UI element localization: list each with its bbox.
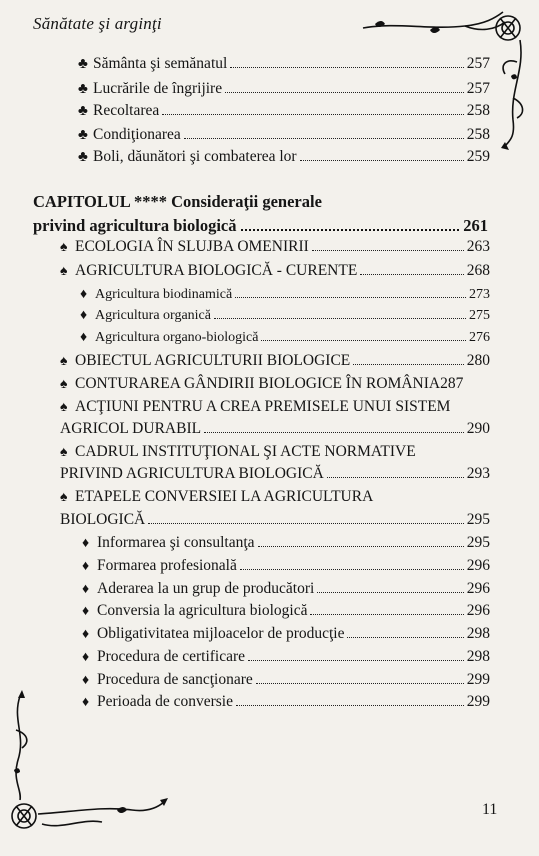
running-header-title: Sănătate şi arginţi xyxy=(33,14,162,33)
toc-subsection: ♦ Conversia la agricultura biologică 296 xyxy=(82,602,490,619)
dot-leader xyxy=(204,432,464,433)
diamond-bullet-icon: ♦ xyxy=(82,650,90,665)
toc-subsection: ♦ Agricultura biodinamică 273 xyxy=(80,287,490,302)
diamond-bullet-icon: ♦ xyxy=(82,627,90,642)
toc-section: ♠ OBIECTUL AGRICULTURII BIOLOGICE 280 xyxy=(60,352,490,369)
dot-leader xyxy=(240,569,464,570)
toc-entry: ♣ Lucrările de îngrijire 257 xyxy=(78,80,490,97)
toc-section-line1: ♠ CADRUL INSTITUŢIONAL ŞI ACTE NORMATIVE xyxy=(60,443,416,460)
club-bullet-icon: ♣ xyxy=(78,103,88,119)
spade-bullet-icon: ♠ xyxy=(60,445,68,460)
page-number: 258 xyxy=(466,126,490,143)
chapter-page-number: 261 xyxy=(463,216,488,235)
chapter-heading: CAPITOLUL **** Consideraţii generale xyxy=(33,192,322,211)
diamond-bullet-icon: ♦ xyxy=(82,673,90,688)
toc-subsection: ♦ Procedura de certificare 298 xyxy=(82,648,490,665)
dot-leader xyxy=(258,546,464,547)
dot-leader xyxy=(214,318,466,319)
dot-leader xyxy=(300,160,464,161)
toc-entry: ♣ Sământa şi semănatul 257 xyxy=(78,55,490,72)
toc-section-line2: PRIVIND AGRICULTURA BIOLOGICĂ 293 xyxy=(60,465,490,482)
page-number: 257 xyxy=(466,80,490,97)
dot-leader xyxy=(360,274,463,275)
folio-page-number: 11 xyxy=(482,801,498,818)
dot-leader xyxy=(236,705,464,706)
toc-entry: ♣ Recoltarea 258 xyxy=(78,102,490,119)
spade-bullet-icon: ♠ xyxy=(60,400,68,415)
dot-leader xyxy=(327,477,464,478)
chapter-heading-line2: privind agricultura biologică 261 xyxy=(33,216,488,235)
diamond-bullet-icon: ♦ xyxy=(82,559,90,574)
club-bullet-icon: ♣ xyxy=(78,127,88,143)
toc-section-line2: AGRICOL DURABIL 290 xyxy=(60,420,490,437)
club-bullet-icon: ♣ xyxy=(78,56,88,72)
diamond-bullet-icon: ♦ xyxy=(80,330,88,345)
toc-subsection: ♦ Informarea şi consultanţa 295 xyxy=(82,534,490,551)
dot-leader xyxy=(225,92,464,93)
dot-leader xyxy=(312,250,464,251)
toc-entry: ♣ Boli, dăunători şi combaterea lor 259 xyxy=(78,148,490,165)
page-number: 259 xyxy=(466,148,490,165)
toc-subsection: ♦ Obligativitatea mijloacelor de producţie 298 xyxy=(82,625,490,642)
toc-subsection: ♦ Perioada de conversie 299 xyxy=(82,693,490,710)
page-number: 258 xyxy=(466,102,490,119)
toc-section: ♠ ECOLOGIA ÎN SLUJBA OMENIRII 263 xyxy=(60,238,490,255)
toc-section-line1: ♠ ETAPELE CONVERSIEI LA AGRICULTURA xyxy=(60,488,374,505)
dot-leader xyxy=(184,138,464,139)
toc-subsection: ♦ Procedura de sancţionare 299 xyxy=(82,671,490,688)
diamond-bullet-icon: ♦ xyxy=(80,308,88,323)
dot-leader xyxy=(353,364,463,365)
spade-bullet-icon: ♠ xyxy=(60,264,68,279)
dot-leader xyxy=(317,592,463,593)
diamond-bullet-icon: ♦ xyxy=(80,287,88,302)
dot-leader xyxy=(310,614,463,615)
spade-bullet-icon: ♠ xyxy=(60,240,68,255)
club-bullet-icon: ♣ xyxy=(78,81,88,97)
dot-leader xyxy=(241,229,460,231)
corner-vine-ornament-bottom xyxy=(2,690,192,850)
dot-leader xyxy=(261,340,466,341)
toc-subsection: ♦ Agricultura organică 275 xyxy=(80,308,490,323)
toc-entry: ♣ Condiţionarea 258 xyxy=(78,126,490,143)
toc-section: ♠ CONTURAREA GÂNDIRII BIOLOGICE ÎN ROMÂNIA 287 xyxy=(60,375,464,392)
spade-bullet-icon: ♠ xyxy=(60,354,68,369)
dot-leader xyxy=(347,637,463,638)
spade-bullet-icon: ♠ xyxy=(60,377,68,392)
diamond-bullet-icon: ♦ xyxy=(82,582,90,597)
toc-subsection: ♦ Agricultura organo-biologică 276 xyxy=(80,330,490,345)
dot-leader xyxy=(162,114,463,115)
dot-leader xyxy=(148,523,464,524)
dot-leader xyxy=(235,297,466,298)
toc-subsection: ♦ Formarea profesională 296 xyxy=(82,557,490,574)
diamond-bullet-icon: ♦ xyxy=(82,695,90,710)
diamond-bullet-icon: ♦ xyxy=(82,536,90,551)
dot-leader xyxy=(230,67,463,68)
spade-bullet-icon: ♠ xyxy=(60,490,68,505)
diamond-bullet-icon: ♦ xyxy=(82,604,90,619)
dot-leader xyxy=(256,683,464,684)
toc-section: ♠ AGRICULTURA BIOLOGICĂ - CURENTE 268 xyxy=(60,262,490,279)
page-number: 257 xyxy=(466,55,490,72)
dot-leader xyxy=(248,660,464,661)
club-bullet-icon: ♣ xyxy=(78,149,88,165)
toc-section-line2: BIOLOGICĂ 295 xyxy=(60,511,490,528)
toc-subsection: ♦ Aderarea la un grup de producători 296 xyxy=(82,580,490,597)
toc-section-line1: ♠ ACŢIUNI PENTRU A CREA PREMISELE UNUI SISTEM xyxy=(60,398,451,415)
